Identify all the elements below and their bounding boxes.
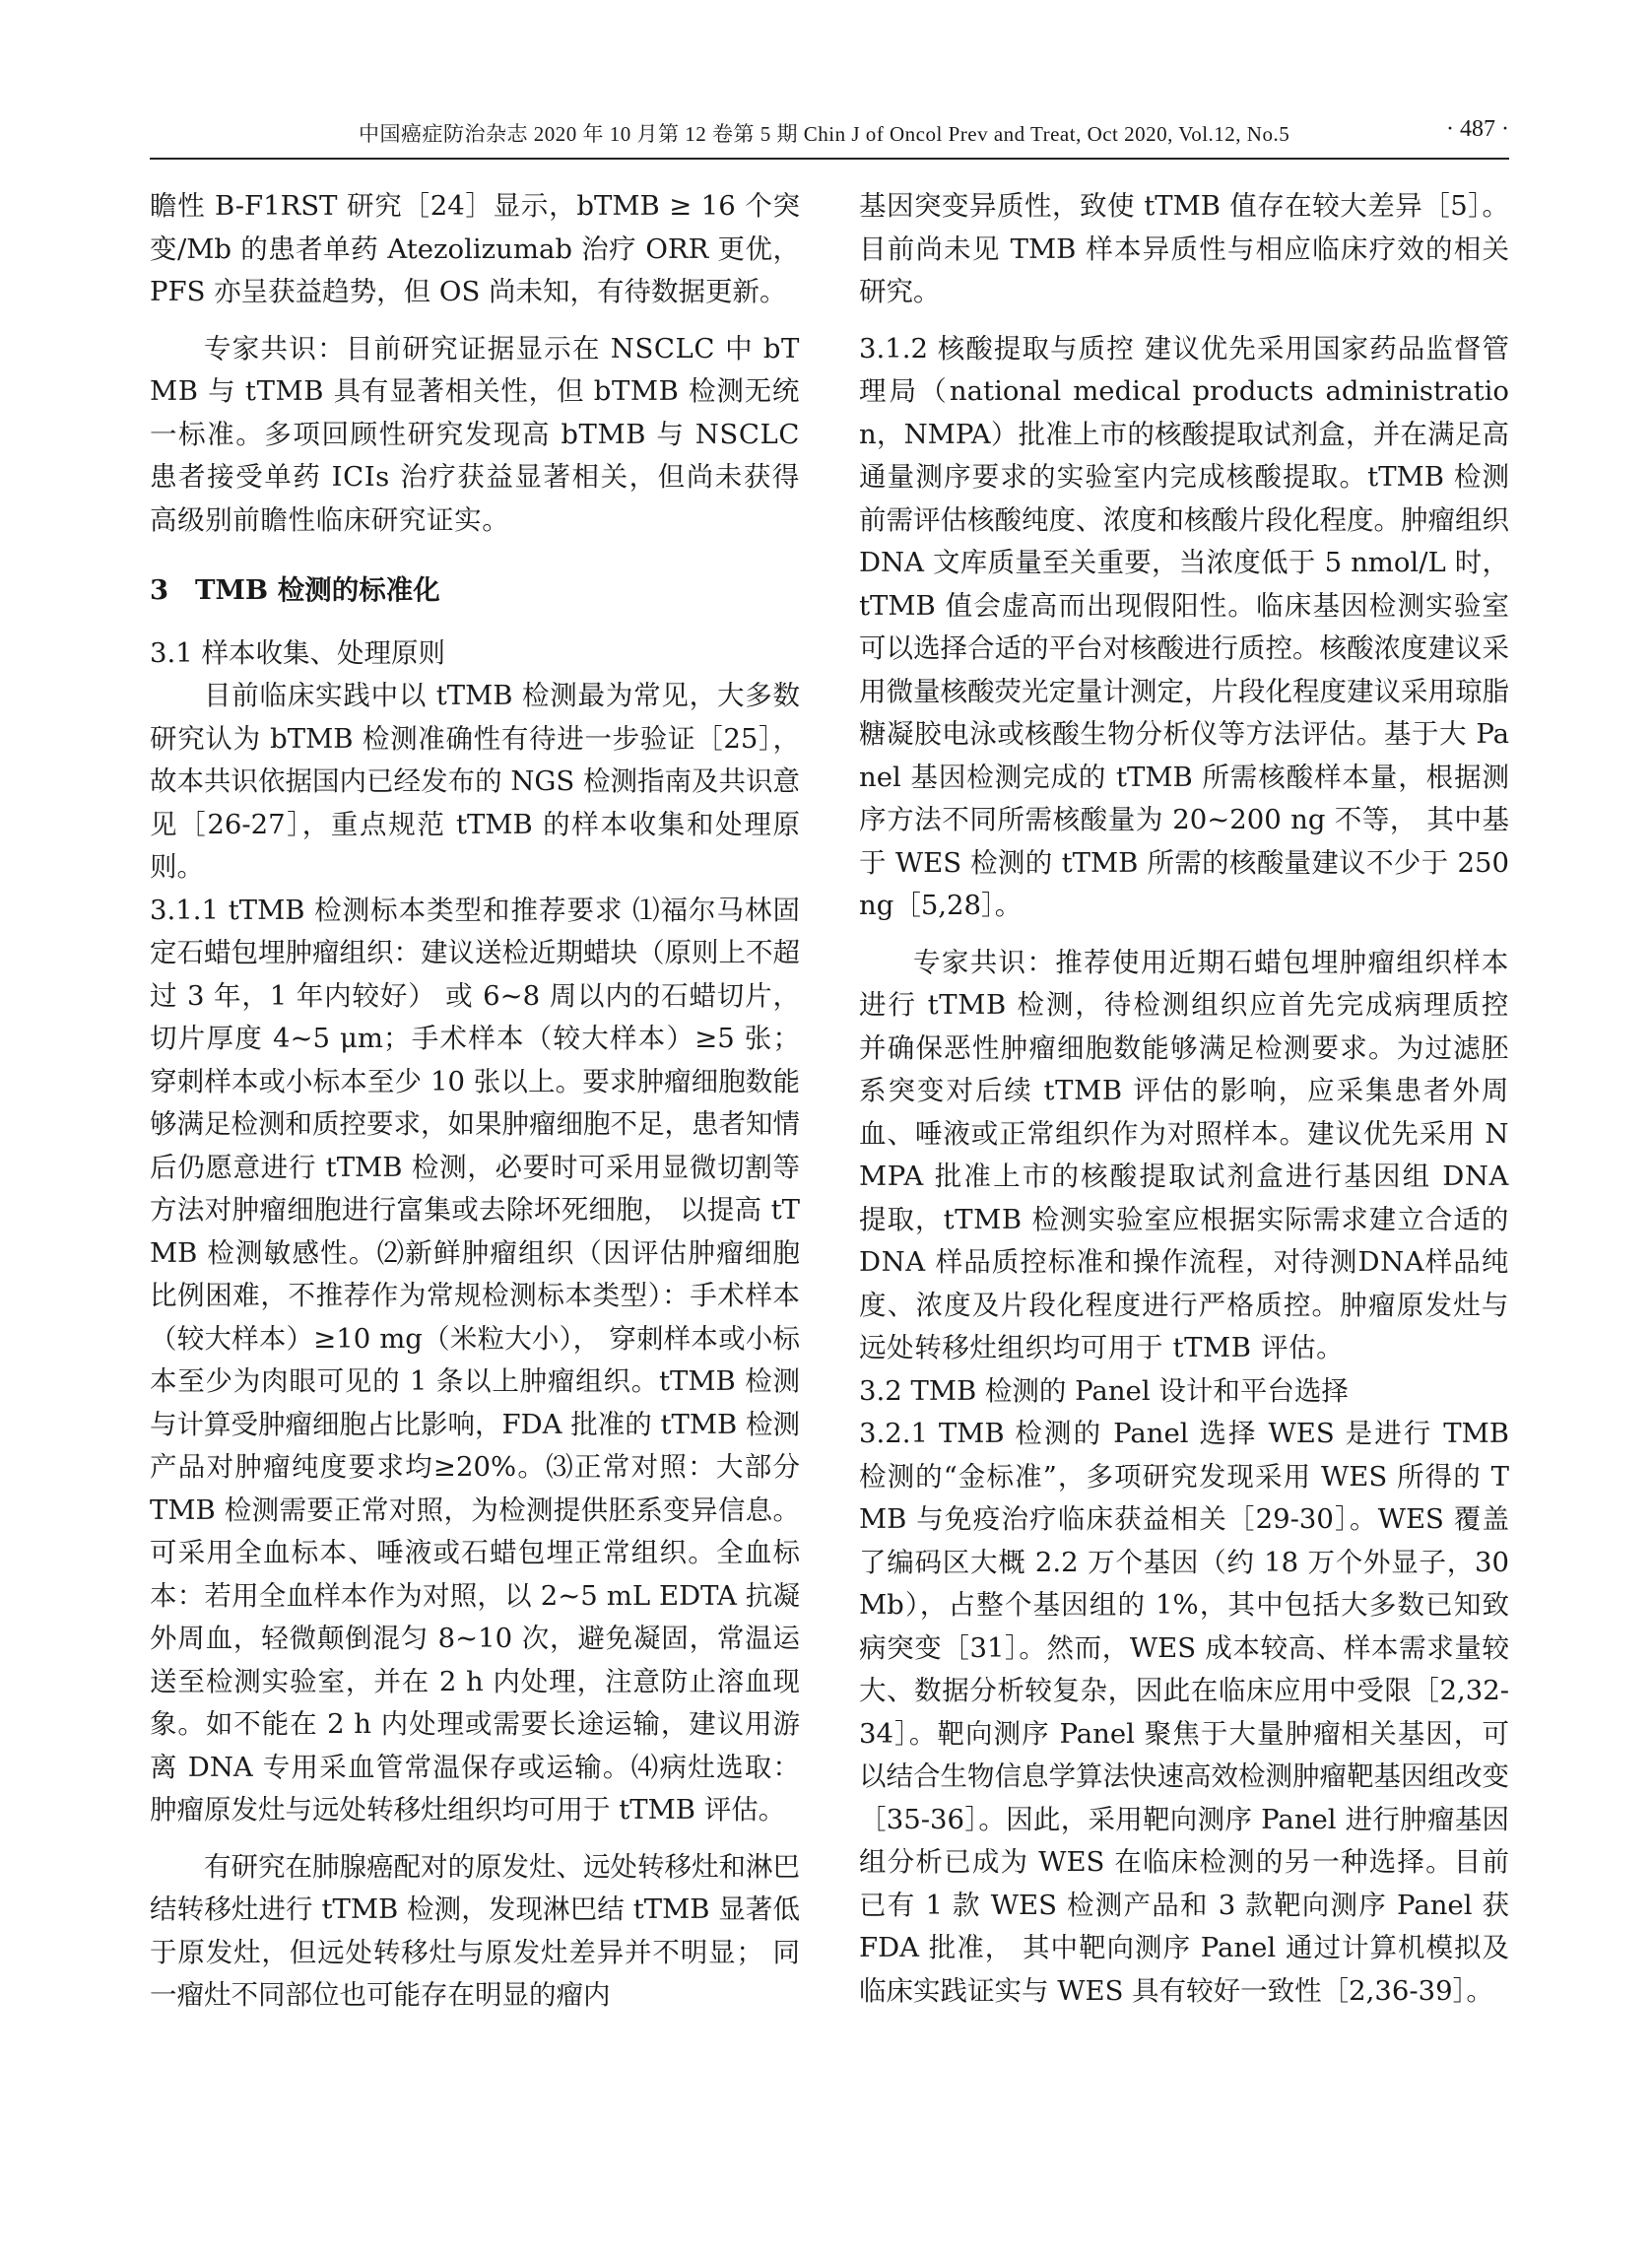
paragraph: 基因突变异质性，致使 tTMB 值存在较大差异［5］。目前尚未见 TMB 样本异质性与相应临床疗效的相关研究。 (859, 190, 1509, 307)
running-header (150, 110, 1509, 160)
paragraph: 瞻性 B-F1RST 研究［24］显示，bTMB ≥ 16 个突变/Mb 的患者单药 Atezolizumab 治疗 ORR 更优，PFS 亦呈获益趋势，但 OS 尚未知，有待数据更新。 (150, 190, 800, 307)
left-column (150, 185, 800, 2018)
paragraph: 目前临床实践中以 tTMB 检测最为常见，大多数研究认为 bTMB 检测准确性有待进一步验证［25］，故本共识依据国内已经发布的 NGS 检测指南及共识意见［26-27］，重点规范 tTMB 的样本收集和处理原则。 (150, 680, 800, 883)
paragraph: 有研究在肺腺癌配对的原发灶、远处转移灶和淋巴结转移灶进行 tTMB 检测，发现淋巴结 tTMB 显著低于原发灶，但远处转移灶与原发灶差异并不明显； 同一瘤灶不同部位也可能存在明显的瘤内 (150, 1850, 800, 2011)
page-number: · 487 · (1446, 116, 1509, 142)
journal-citation: 中国癌症防治杂志 2020 年 10 月第 12 卷第 5 期 Chin J of Oncol Prev and Treat, Oct 2020, Vol.12, No.5 (359, 122, 1290, 146)
section-title: TMB 检测的标准化 (195, 574, 440, 606)
section-number: 3 (150, 574, 169, 606)
section-heading (150, 569, 800, 613)
expert-consensus-paragraph: 专家共识：目前研究证据显示在 NSCLC 中 bTMB 与 tTMB 具有显著相关性，但 bTMB 检测无统一标准。多项回顾性研究发现高 bTMB 与 NSCLC 患者接受单药 ICIs 治疗获益显著相关，但尚未获得高级别前瞻性临床研究证实。 (150, 332, 800, 536)
subsection-heading: 3.1 样本收集、处理原则 (150, 636, 445, 669)
subsection-heading: 3.2 TMB 检测的 Panel 设计和平台选择 (859, 1374, 1349, 1407)
paragraph: 3.1.1 tTMB 检测标本类型和推荐要求 ⑴福尔马林固定石蜡包埋肿瘤组织：建议送检近期蜡块（原则上不超过 3 年，1 年内较好） 或 6~8 周以内的石蜡切片，切片厚度 4~5 μm；手术样本（较大样本）≥5 张；穿刺样本或小标本至少 10 张以上。要求肿瘤细胞数能够满足检测和质控要求，如果肿瘤细胞不足，患者知情后仍愿意进行 tTMB 检测，必要时可采用显微切割等方法对肿瘤细胞进行富集或去除坏死细胞， 以提高 tTMB 检测敏感性。⑵新鲜肿瘤组织（因评估肿瘤细胞比例困难，不推荐作为常规检测标本类型）：手术样本（较大样本）≥10 mg（米粒大小）， 穿刺样本或小标本至少为肉眼可见的 1 条以上肿瘤组织。tTMB 检测与计算受肿瘤细胞占比影响，FDA 批准的 tTMB 检测产品对肿瘤纯度要求均≥20%。⑶正常对照：大部分 TMB 检测需要正常对照，为检测提供胚系变异信息。可采用全血标本、唾液或石蜡包埋正常组织。全血标本：若用全血样本作为对照，以 2~5 mL EDTA 抗凝外周血，轻微颠倒混匀 8~10 次，避免凝固，常温运送至检测实验室，并在 2 h 内处理，注意防止溶血现象。如不能在 2 h 内处理或需要长途运输，建议用游离 DNA 专用采血管常温保存或运输。⑷病灶选取：肿瘤原发灶与远处转移灶组织均可用于 tTMB 评估。 (150, 894, 800, 1826)
paragraph: 3.1.2 核酸提取与质控 建议优先采用国家药品监督管理局（national medical products administration，NMPA）批准上市的核酸提取试剂盒，并在满足高通量测序要求的实验室内完成核酸提取。tTMB 检测前需评估核酸纯度、浓度和核酸片段化程度。肿瘤组织 DNA 文库质量至关重要，当浓度低于 5 nmol/L 时，tTMB 值会虚高而出现假阳性。临床基因检测实验室可以选择合适的平台对核酸进行质控。核酸浓度建议采用微量核酸荧光定量计测定，片段化程度建议采用琼脂糖凝胶电泳或核酸生物分析仪等方法评估。基于大 Panel 基因检测完成的 tTMB 所需核酸样本量，根据测序方法不同所需核酸量为 20~200 ng 不等， 其中基于 WES 检测的 tTMB 所需的核酸量建议不少于 250 ng［5,28］。 (859, 332, 1509, 921)
expert-consensus-paragraph: 专家共识：推荐使用近期石蜡包埋肿瘤组织样本进行 tTMB 检测，待检测组织应首先完成病理质控并确保恶性肿瘤细胞数能够满足检测要求。为过滤胚系突变对后续 tTMB 评估的影响，应采集患者外周血、唾液或正常组织作为对照样本。建议优先采用 NMPA 批准上市的核酸提取试剂盒进行基因组 DNA 提取，tTMB 检测实验室应根据实际需求建立合适的 DNA 样品质控标准和操作流程，对待测DNA样品纯度、浓度及片段化程度进行严格质控。肿瘤原发灶与远处转移灶组织均可用于 tTMB 评估。 (859, 946, 1509, 1363)
right-column (859, 185, 1509, 2013)
paragraph: 3.2.1 TMB 检测的 Panel 选择 WES 是进行 TMB 检测的“金标准”，多项研究发现采用 WES 所得的 TMB 与免疫治疗临床获益相关［29-30］。WES 覆盖了编码区大概 2.2 万个基因（约 18 万个外显子，30 Mb），占整个基因组的 1%，其中包括大多数已知致病突变［31］。然而，WES 成本较高、样本需求量较大、数据分析较复杂，因此在临床应用中受限［2,32-34］。靶向测序 Panel 聚焦于大量肿瘤相关基因，可以结合生物信息学算法快速高效检测肿瘤靶基因组改变［35-36］。因此，采用靶向测序 Panel 进行肿瘤基因组分析已成为 WES 在临床检测的另一种选择。目前已有 1 款 WES 检测产品和 3 款靶向测序 Panel 获 FDA 批准， 其中靶向测序 Panel 通过计算机模拟及临床实践证实与 WES 具有较好一致性［2,36-39］。 (859, 1418, 1509, 2007)
